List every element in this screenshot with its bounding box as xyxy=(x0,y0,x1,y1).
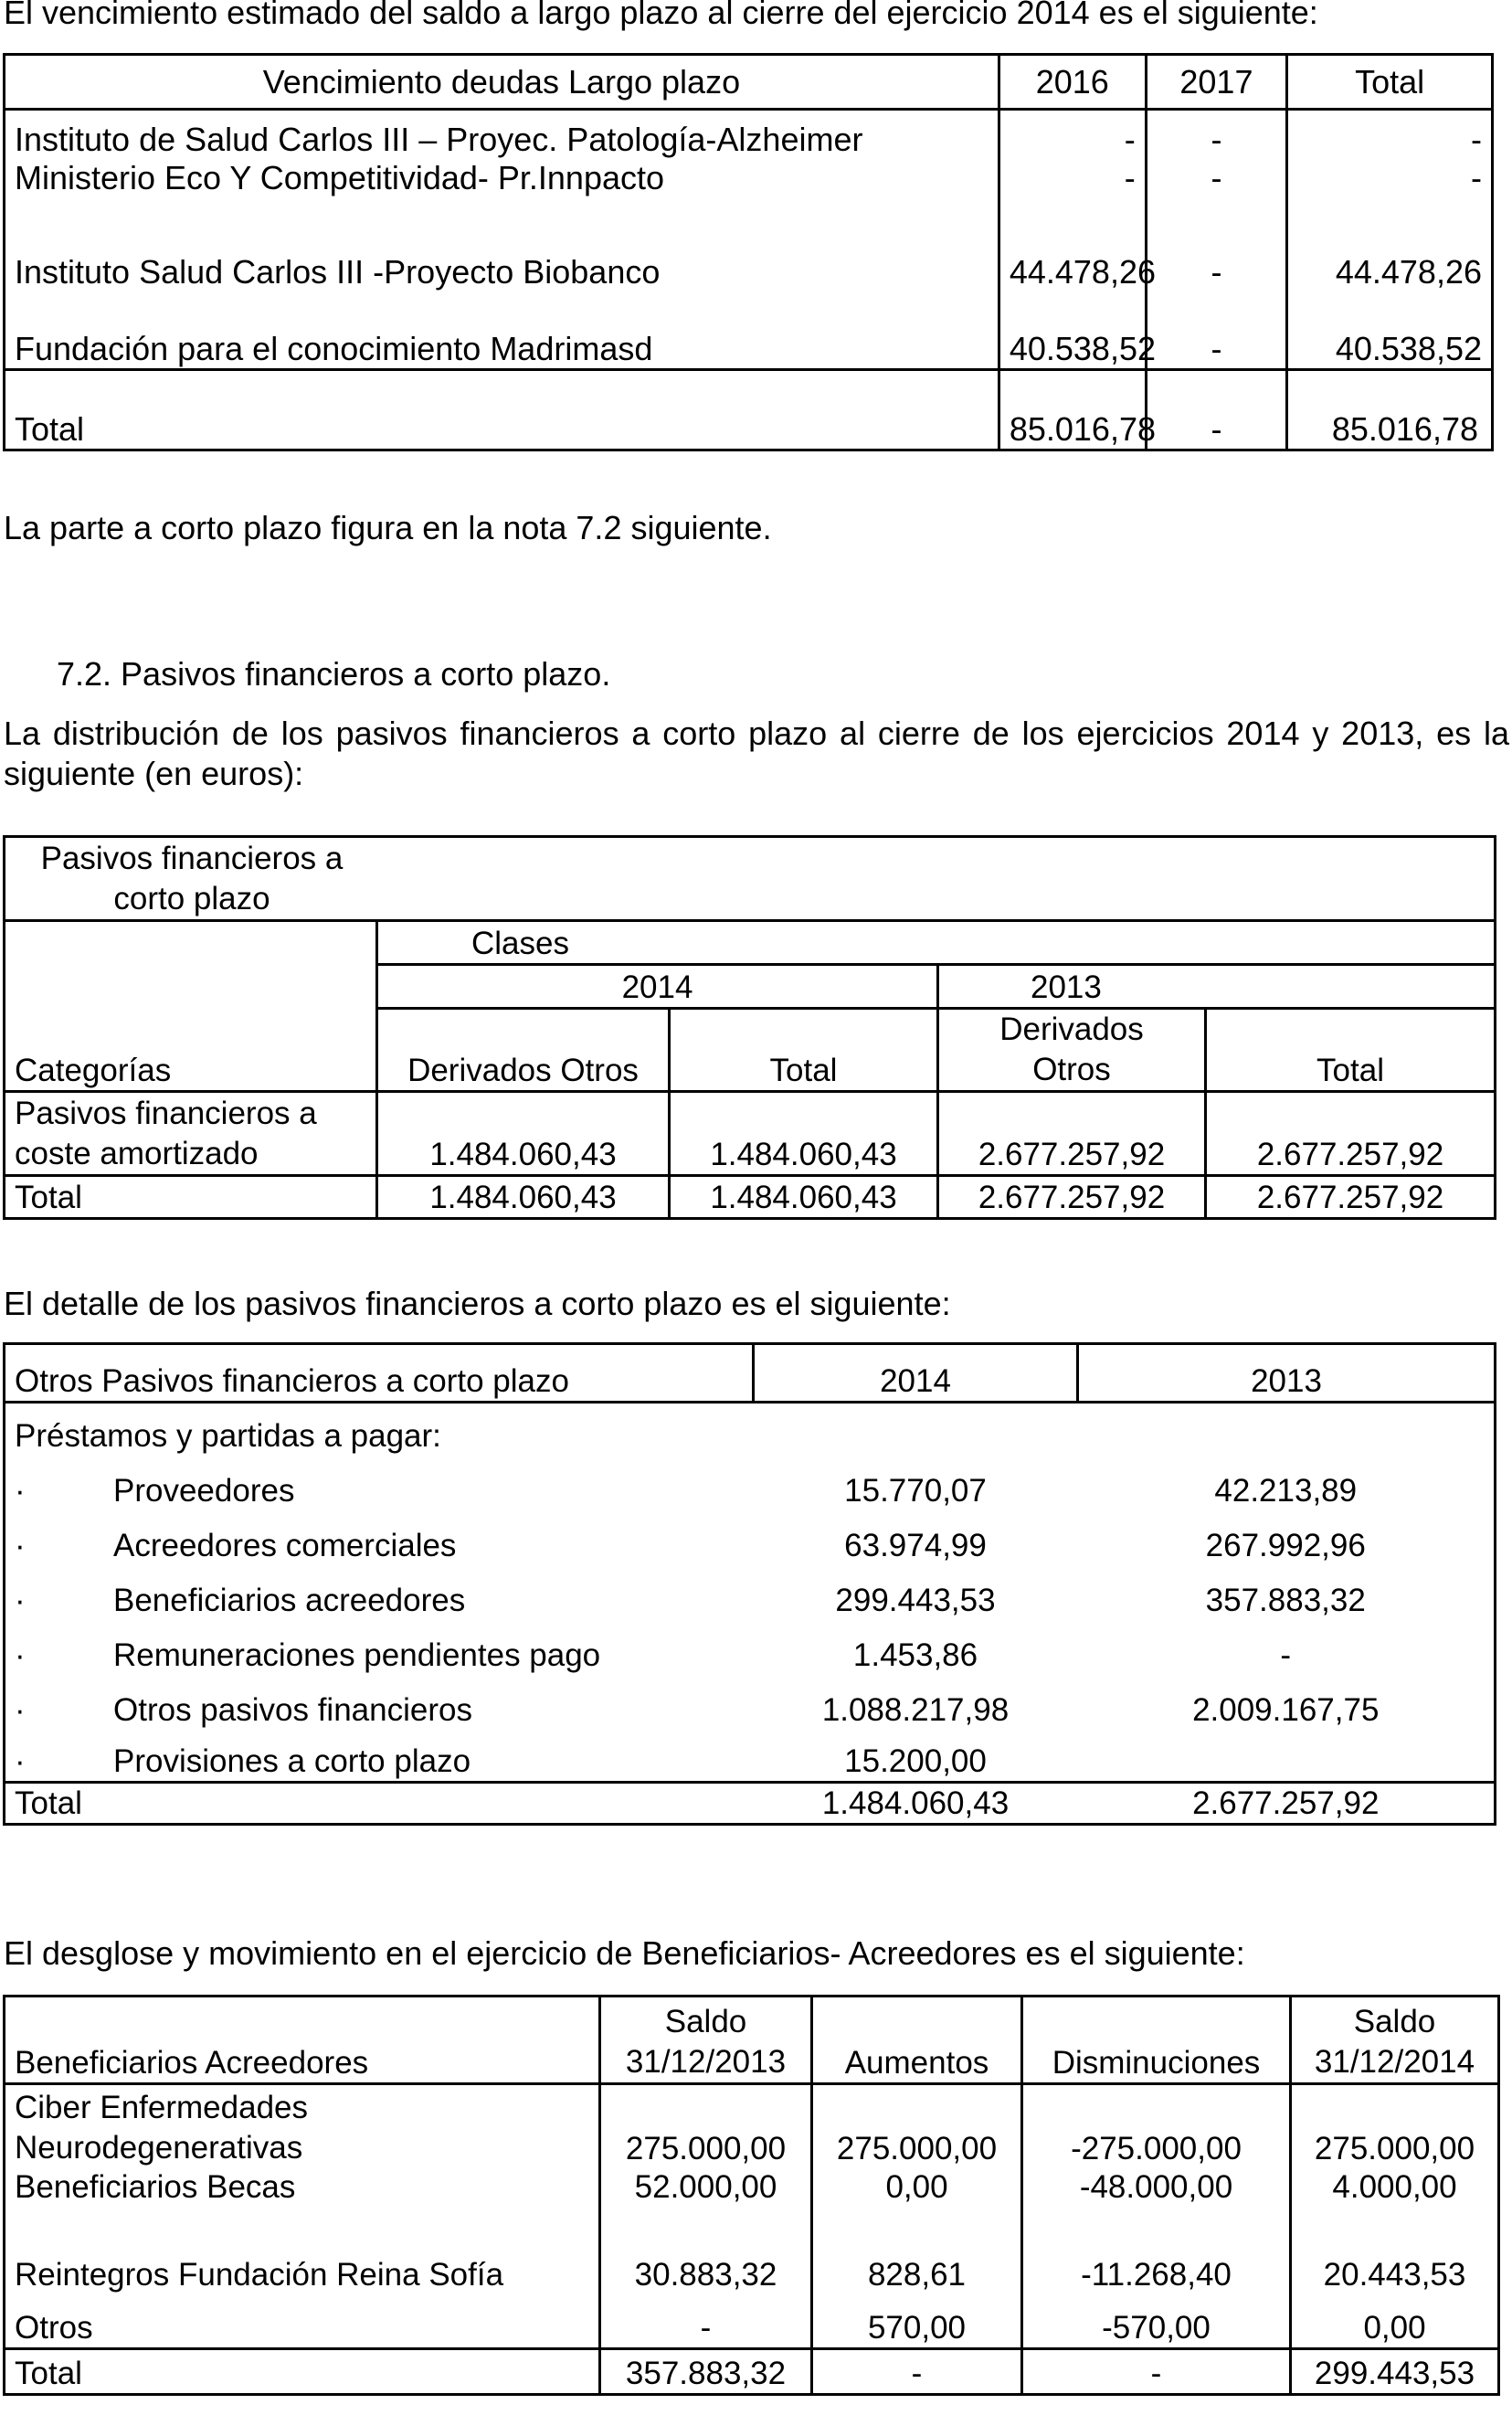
beneficiarios-table xyxy=(3,1995,1500,2396)
row-disminuciones: -570,00 xyxy=(1022,2294,1291,2349)
item-2014: 15.200,00 xyxy=(754,1730,1078,1783)
item-label: Beneficiarios acreedores xyxy=(113,1582,466,1618)
item-2013: 2.009.167,75 xyxy=(1078,1675,1496,1730)
header-disminuciones: Disminuciones xyxy=(1022,1997,1291,2084)
header-derivados-otros-2014: Derivados Otros xyxy=(377,1009,670,1092)
title-row xyxy=(5,837,1496,921)
row-aumentos: 570,00 xyxy=(812,2294,1022,2349)
header-year-2014: 2014 xyxy=(377,965,938,1009)
total-2014: 1.484.060,43 xyxy=(754,1783,1078,1825)
header-2017: 2017 xyxy=(1146,55,1286,110)
header-aumentos: Aumentos xyxy=(812,1997,1022,2084)
row-label: Reintegros Fundación Reina Sofía xyxy=(5,2236,600,2294)
header-saldo-2014-line2: 31/12/2014 xyxy=(1314,2044,1475,2080)
row-disminuciones: -275.000,00 xyxy=(1022,2084,1291,2168)
table-total-row xyxy=(5,2349,1499,2395)
item-label: Provisiones a corto plazo xyxy=(113,1743,471,1779)
bullet-icon: · xyxy=(15,1636,26,1673)
total-2016: 85.016,78 xyxy=(999,370,1146,450)
row-saldo-2014: 275.000,00 xyxy=(1291,2084,1499,2168)
header-total-2014: Total xyxy=(670,1009,938,1092)
header-year-2013: 2013 xyxy=(938,965,1496,1009)
item-2013: - xyxy=(1078,1620,1496,1675)
note-short-term: La parte a corto plazo figura en la nota 7.2 siguiente. xyxy=(4,509,772,546)
clases-row xyxy=(5,921,1496,965)
table-total-row xyxy=(5,1783,1496,1825)
desglose-text: El desglose y movimiento en el ejercicio de Beneficiarios- Acreedores es el siguiente: xyxy=(4,1934,1245,1972)
row-saldo-2013: - xyxy=(600,2294,812,2349)
header-saldo-2013-line2: 31/12/2013 xyxy=(625,2044,787,2080)
item-2014: 63.974,99 xyxy=(844,1527,987,1563)
total-saldo-2013: 357.883,32 xyxy=(600,2349,812,2395)
item-2013: 267.992,96 xyxy=(1078,1510,1496,1565)
header-2013: 2013 xyxy=(1078,1344,1496,1403)
table-title-line2: corto plazo xyxy=(113,880,270,916)
bullet-icon: · xyxy=(15,1743,26,1779)
total-saldo-2014: 299.443,53 xyxy=(1291,2349,1499,2395)
item-2013 xyxy=(1078,1730,1496,1783)
header-saldo-2014-line1: Saldo xyxy=(1353,2004,1436,2039)
table-total-row xyxy=(5,1176,1496,1219)
bullet-icon: · xyxy=(15,1582,26,1618)
header-2016: 2016 xyxy=(999,55,1146,110)
table-header-row xyxy=(5,1344,1496,1403)
row-label: Beneficiarios Becas xyxy=(5,2168,600,2236)
item-label: Remuneraciones pendientes pago xyxy=(113,1636,601,1673)
row-label-line2: Neurodegenerativas xyxy=(15,2129,303,2166)
row-label-line2: coste amortizado xyxy=(15,1136,259,1171)
item-label: Otros pasivos financieros xyxy=(113,1691,472,1728)
header-derivados-2013: Derivados xyxy=(999,1012,1144,1047)
list-item xyxy=(5,1730,1496,1783)
row-label: Fundación para el conocimiento Madrimasd xyxy=(5,291,999,370)
table-total-row xyxy=(5,370,1493,450)
header-2014: 2014 xyxy=(754,1344,1078,1403)
table-row xyxy=(5,2084,1499,2168)
list-item xyxy=(5,1456,1496,1510)
row-2016: - xyxy=(999,110,1146,159)
total-label: Total xyxy=(5,370,999,450)
header-otros-pasivos: Otros Pasivos financieros a corto plazo xyxy=(5,1344,754,1403)
total-2017: - xyxy=(1146,370,1286,450)
list-item xyxy=(5,1675,1496,1730)
row-2016: 40.538,52 xyxy=(999,291,1146,370)
total-label: Total xyxy=(5,2349,600,2395)
row-2017: - xyxy=(1146,110,1286,159)
row-total: 44.478,26 xyxy=(1287,214,1493,291)
table-row xyxy=(5,214,1493,291)
row-label-line1: Ciber Enfermedades xyxy=(15,2089,308,2125)
total-disminuciones: - xyxy=(1022,2349,1291,2395)
row-total: - xyxy=(1287,110,1493,159)
row-total: - xyxy=(1287,159,1493,214)
table-row xyxy=(5,291,1493,370)
distribution-text: La distribución de los pasivos financieros a corto plazo al cierre de los ejercicios 2014 y 2013, es la siguiente (en euros): xyxy=(4,715,1509,792)
item-2014: 1.088.217,98 xyxy=(821,1691,1010,1728)
table-row xyxy=(5,1092,1496,1176)
detail-text: El detalle de los pasivos financieros a corto plazo es el siguiente: xyxy=(4,1285,951,1322)
row-aumentos: 275.000,00 xyxy=(812,2084,1022,2168)
table-title-line1: Pasivos financieros a xyxy=(40,840,344,876)
row-total: 40.538,52 xyxy=(1287,291,1493,370)
item-label: Acreedores comerciales xyxy=(113,1527,457,1563)
header-vencimiento: Vencimiento deudas Largo plazo xyxy=(5,55,999,110)
total-total: 85.016,78 xyxy=(1287,370,1493,450)
row-saldo-2014: 4.000,00 xyxy=(1291,2168,1499,2236)
row-2017: - xyxy=(1146,214,1286,291)
row-label: Ministerio Eco Y Competitividad- Pr.Innpacto xyxy=(5,159,999,214)
list-item xyxy=(5,1620,1496,1675)
bullet-icon: · xyxy=(15,1691,26,1728)
row-2016: 44.478,26 xyxy=(999,214,1146,291)
total-2013: 2.677.257,92 xyxy=(1078,1783,1496,1825)
row-value: 2.677.257,92 xyxy=(938,1092,1206,1176)
pasivos-table xyxy=(3,835,1496,1220)
row-saldo-2013: 275.000,00 xyxy=(600,2084,812,2168)
table-row xyxy=(5,2168,1499,2236)
table-row xyxy=(5,2236,1499,2294)
group-row xyxy=(5,1403,1496,1456)
total-value: 2.677.257,92 xyxy=(938,1176,1206,1219)
table-header-row xyxy=(5,55,1493,110)
header-total: Total xyxy=(1287,55,1493,110)
bullet-icon: · xyxy=(15,1472,26,1509)
row-saldo-2013: 52.000,00 xyxy=(600,2168,812,2236)
row-value: 1.484.060,43 xyxy=(377,1092,670,1176)
header-beneficiarios: Beneficiarios Acreedores xyxy=(5,1997,600,2084)
row-saldo-2014: 20.443,53 xyxy=(1291,2236,1499,2294)
header-otros-2013: Otros xyxy=(1032,1052,1111,1087)
item-2013: 42.213,89 xyxy=(1078,1456,1496,1510)
item-label: Proveedores xyxy=(113,1472,295,1509)
row-label-line1: Pasivos financieros a xyxy=(15,1096,317,1131)
total-label: Total xyxy=(5,1783,754,1825)
row-disminuciones: -48.000,00 xyxy=(1022,2168,1291,2236)
item-2013: 357.883,32 xyxy=(1078,1565,1496,1620)
group-label: Préstamos y partidas a pagar: xyxy=(5,1403,754,1456)
table-row xyxy=(5,159,1493,214)
total-value: 1.484.060,43 xyxy=(670,1176,938,1219)
row-label: Instituto de Salud Carlos III – Proyec. Patología-Alzheimer xyxy=(5,110,999,159)
row-2017: - xyxy=(1146,291,1286,370)
table-row xyxy=(5,2294,1499,2349)
row-value: 2.677.257,92 xyxy=(1206,1092,1496,1176)
item-2014: 299.443,53 xyxy=(835,1582,996,1618)
row-aumentos: 828,61 xyxy=(812,2236,1022,2294)
intro-line: El vencimiento estimado del saldo a largo plazo al cierre del ejercicio 2014 es el siguiente: xyxy=(4,0,1318,31)
row-2016: - xyxy=(999,159,1146,214)
row-label: Otros xyxy=(5,2294,600,2349)
row-label: Instituto Salud Carlos III -Proyecto Biobanco xyxy=(5,214,999,291)
list-item xyxy=(5,1510,1496,1565)
total-aumentos: - xyxy=(812,2349,1022,2395)
item-2014: 1.453,86 xyxy=(852,1636,978,1673)
section-heading: 7.2. Pasivos financieros a corto plazo. xyxy=(57,655,611,693)
total-label: Total xyxy=(5,1176,377,1219)
item-2014: 15.770,07 xyxy=(844,1472,987,1509)
row-disminuciones: -11.268,40 xyxy=(1022,2236,1291,2294)
vencimiento-table xyxy=(3,53,1494,451)
row-value: 1.484.060,43 xyxy=(670,1092,938,1176)
row-saldo-2014: 0,00 xyxy=(1291,2294,1499,2349)
bullet-icon: · xyxy=(15,1527,26,1563)
header-saldo-2013-line1: Saldo xyxy=(664,2004,747,2039)
row-aumentos: 0,00 xyxy=(812,2168,1022,2236)
header-clases: Clases xyxy=(377,921,1496,965)
table-header-row xyxy=(5,1997,1499,2084)
list-item xyxy=(5,1565,1496,1620)
total-value: 1.484.060,43 xyxy=(377,1176,670,1219)
table-row xyxy=(5,110,1493,159)
total-value: 2.677.257,92 xyxy=(1206,1176,1496,1219)
row-2017: - xyxy=(1146,159,1286,214)
row-saldo-2013: 30.883,32 xyxy=(600,2236,812,2294)
otros-pasivos-table xyxy=(3,1342,1496,1826)
header-total-2013: Total xyxy=(1206,1009,1496,1092)
header-categorias: Categorías xyxy=(5,921,377,1092)
